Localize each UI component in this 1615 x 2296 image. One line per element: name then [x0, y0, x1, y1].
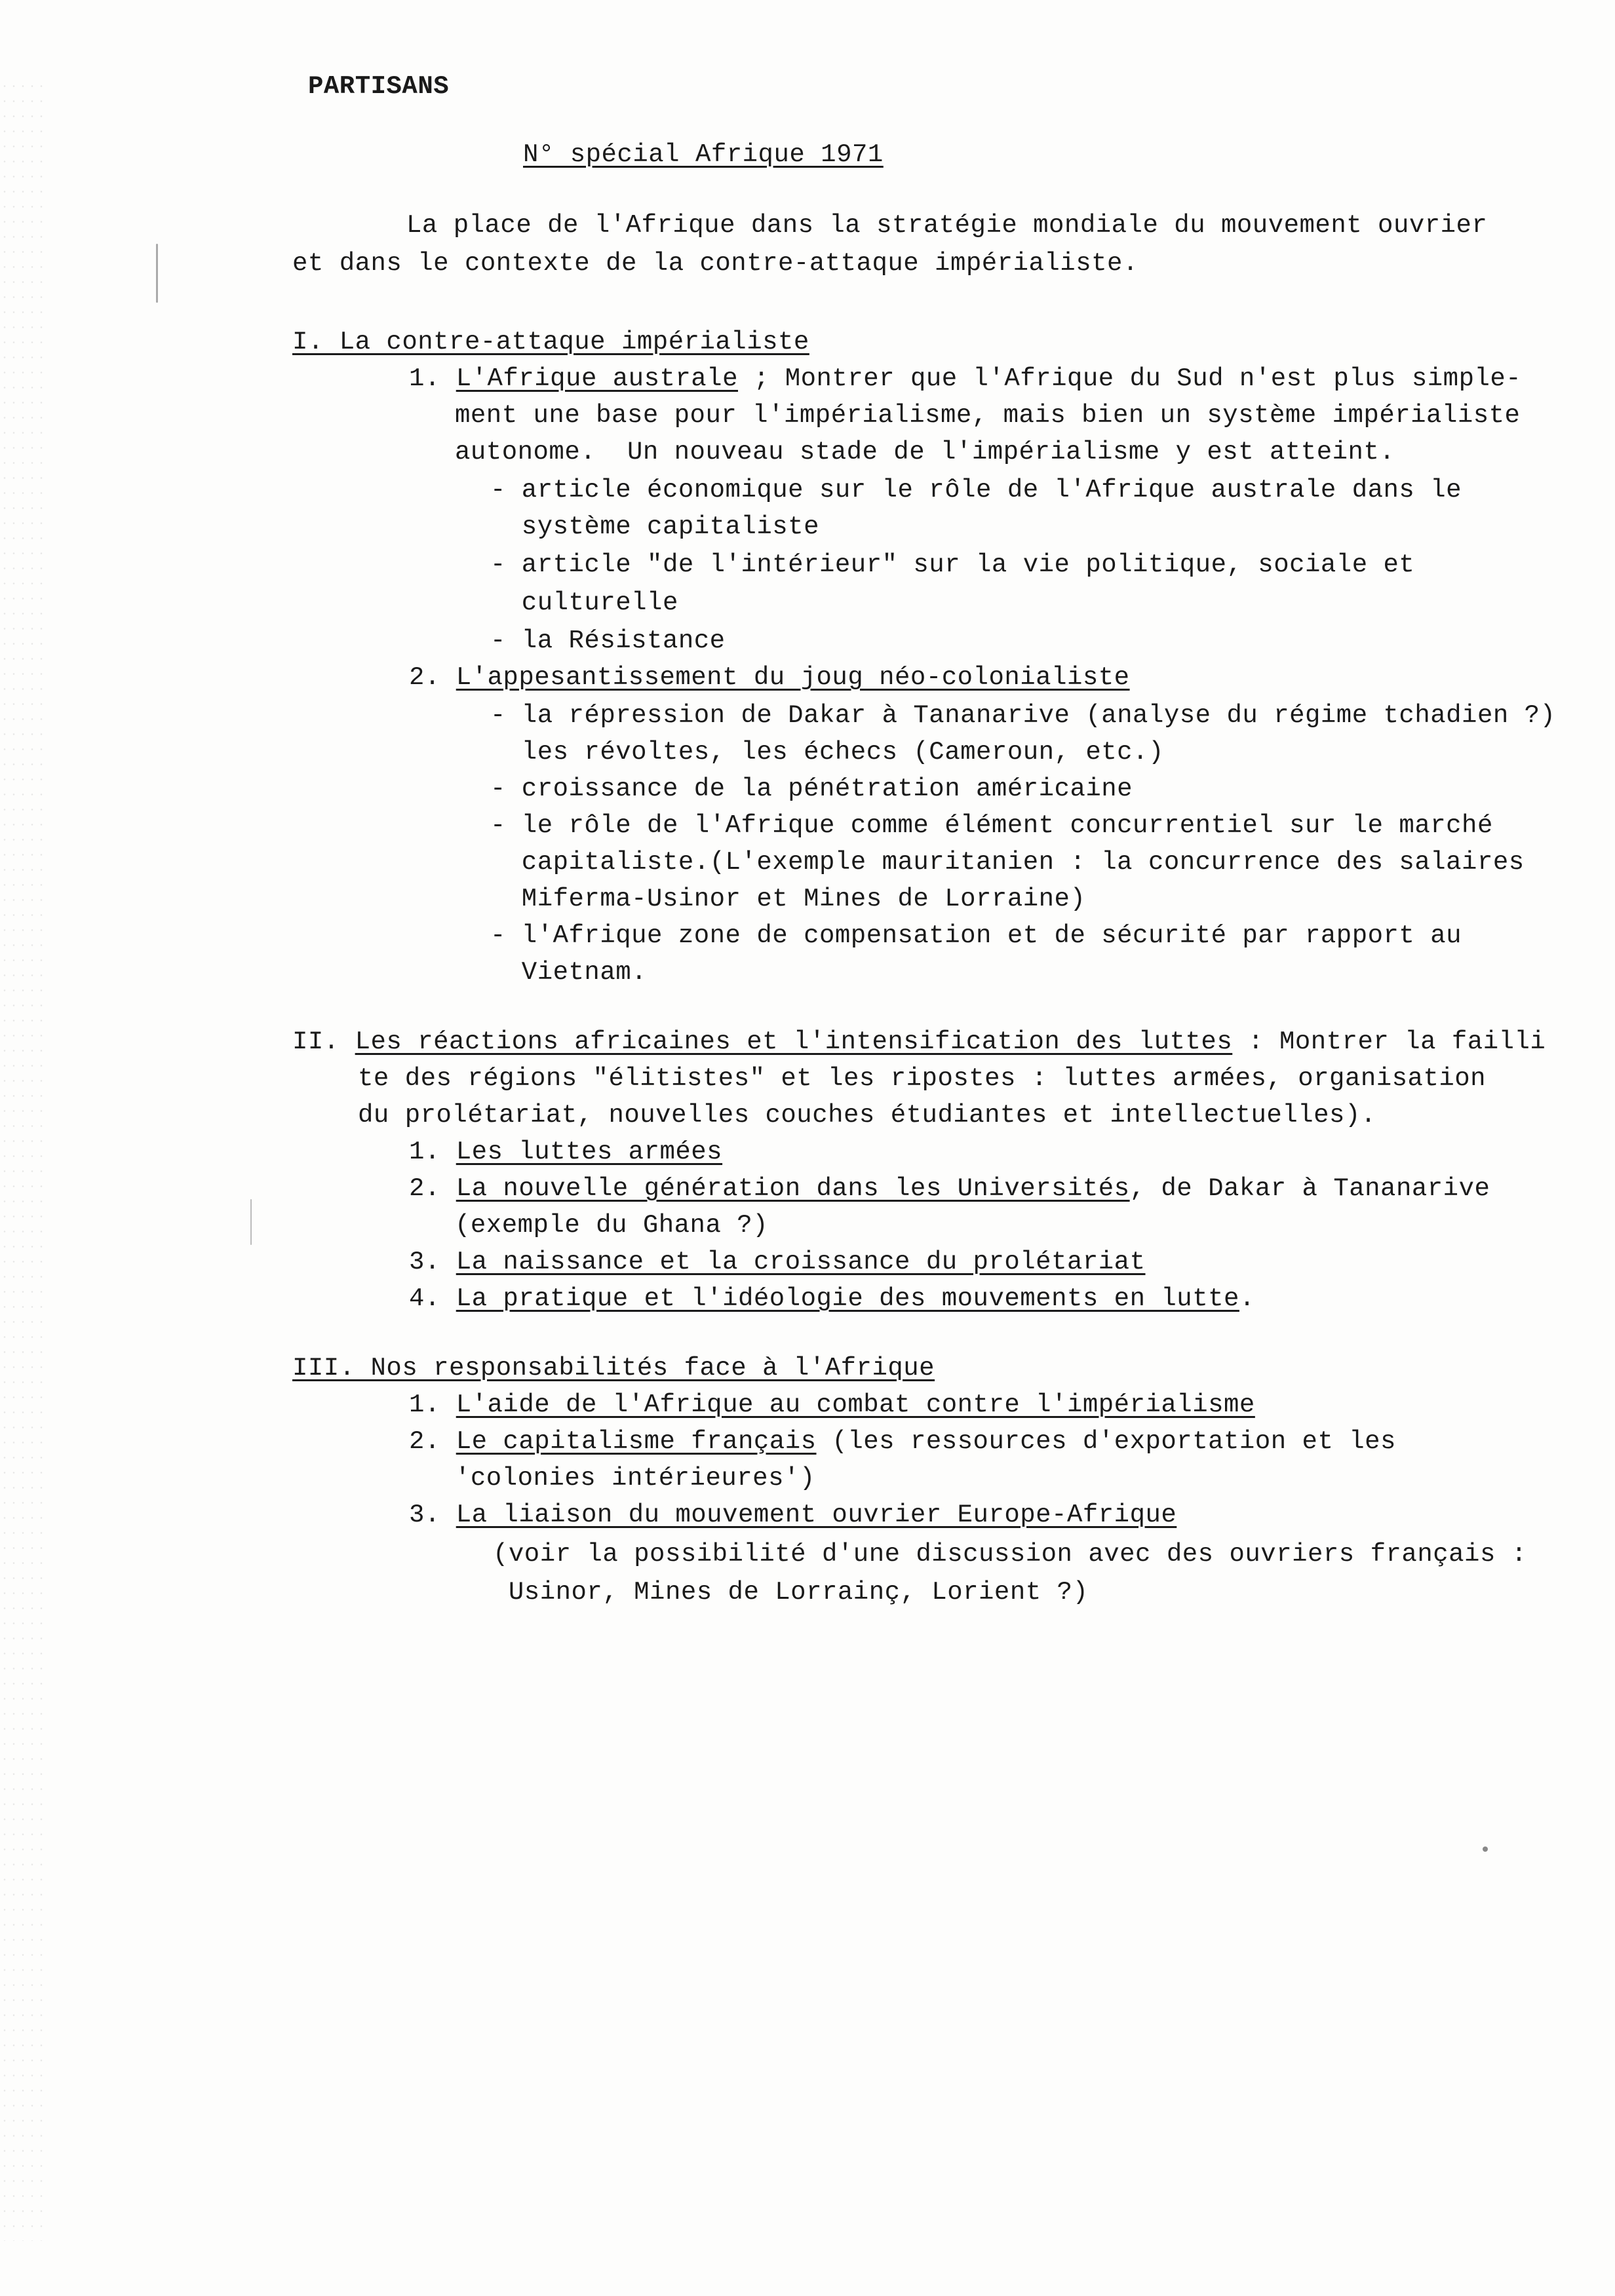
item-number: 2.: [409, 663, 440, 692]
section-3-title: III. Nos responsabilités face à l'Afrique: [292, 1354, 935, 1383]
bullet-line: - l'Afrique zone de compensation et de sécurité par rapport au: [490, 921, 1462, 950]
section-2-item-2-line-2: (exemple du Ghana ?): [455, 1211, 769, 1240]
bullet-line: Vietnam.: [490, 958, 648, 987]
bullet-line: - le rôle de l'Afrique comme élément concurrentiel sur le marché: [490, 811, 1493, 840]
item-number: 2.: [409, 1427, 440, 1456]
section-2-title: [292, 1024, 1546, 1060]
section-3-item-3-line-2: (voir la possibilité d'une discussion avec des ouvriers français :: [493, 1540, 1527, 1569]
section-1-item-1: [409, 360, 1521, 397]
section-1-title: I. La contre-attaque impérialiste: [292, 328, 809, 356]
section-2-item-2: [409, 1170, 1490, 1207]
section-2-line-3: du prolétariat, nouvelles couches étudiantes et intellectuelles).: [358, 1101, 1376, 1130]
bullet-line: Miferma-Usinor et Mines de Lorraine): [490, 885, 1086, 913]
item-number: 4.: [409, 1284, 440, 1313]
bullet-line: capitaliste.(L'exemple mauritanien : la concurrence des salaires: [490, 848, 1525, 877]
bullet-line: les révoltes, les échecs (Cameroun, etc.): [490, 738, 1164, 767]
bullet-line: système capitaliste: [490, 512, 819, 541]
section-3-item-3-line-3: Usinor, Mines de Lorrainç, Lorient ?): [493, 1578, 1089, 1607]
item-title: Les luttes armées: [456, 1138, 723, 1166]
item-number: 3.: [409, 1248, 440, 1276]
section-text: : Montrer la failli: [1232, 1027, 1546, 1056]
item-number: 2.: [409, 1174, 440, 1203]
scan-mark: [156, 244, 158, 303]
section-3-item-2-line-2: 'colonies intérieures'): [455, 1464, 815, 1493]
scan-mark: [250, 1199, 252, 1245]
section-3-item-3: [409, 1497, 1177, 1533]
item-text: ; Montrer que l'Afrique du Sud n'est plus simple-: [738, 364, 1522, 393]
item-text: (les ressources d'exportation et les: [816, 1427, 1396, 1456]
intro-line-2: et dans le contexte de la contre-attaque impérialiste.: [292, 249, 1138, 278]
item-title: La naissance et la croissance du prolétariat: [456, 1248, 1146, 1276]
section-1-item-2: [409, 659, 1130, 696]
bullet-line: - la répression de Dakar à Tananarive (analyse du régime tchadien ?): [490, 701, 1556, 730]
item-text: .: [1239, 1284, 1255, 1313]
item-title: L'aide de l'Afrique au combat contre l'impérialisme: [456, 1390, 1255, 1419]
issue-title: N° spécial Afrique 1971: [523, 140, 884, 169]
item-number: 1.: [409, 1390, 440, 1419]
scan-edge-noise: [0, 79, 46, 2241]
section-2-item-3: [409, 1244, 1146, 1280]
bullet-line: - article "de l'intérieur" sur la vie politique, sociale et: [490, 550, 1415, 579]
section-2-line-2: te des régions "élitistes" et les ripostes : luttes armées, organisation: [358, 1064, 1487, 1093]
item-title: L'Afrique australe: [456, 364, 738, 393]
bullet-line: culturelle: [490, 588, 678, 617]
item-title: La pratique et l'idéologie des mouvements en lutte: [456, 1284, 1239, 1313]
section-2-item-1: [409, 1134, 722, 1170]
item-title: L'appesantissement du joug néo-colonialiste: [456, 663, 1130, 692]
scan-speck: [1483, 1846, 1488, 1852]
item-title: La liaison du mouvement ouvrier Europe-Afrique: [456, 1501, 1177, 1529]
section-number: II.: [292, 1027, 340, 1056]
section-2-item-4: [409, 1280, 1255, 1317]
item-text: , de Dakar à Tananarive: [1129, 1174, 1490, 1203]
bullet-line: - la Résistance: [490, 626, 726, 655]
section-title: Les réactions africaines et l'intensification des luttes: [355, 1027, 1233, 1056]
bullet-line: - croissance de la pénétration américaine: [490, 775, 1133, 803]
item-title: La nouvelle génération dans les Universités: [456, 1174, 1130, 1203]
organization-name: PARTISANS: [308, 72, 450, 101]
intro-line-1: La place de l'Afrique dans la stratégie mondiale du mouvement ouvrier: [406, 211, 1488, 240]
section-3-item-1: [409, 1387, 1255, 1423]
item-number: 3.: [409, 1501, 440, 1529]
item-number: 1.: [409, 364, 440, 393]
item-title: Le capitalisme français: [456, 1427, 817, 1456]
section-1-item-1-line-3: autonome. Un nouveau stade de l'impérialisme y est atteint.: [455, 438, 1395, 467]
item-number: 1.: [409, 1138, 440, 1166]
bullet-line: - article économique sur le rôle de l'Afrique australe dans le: [490, 476, 1462, 505]
section-3-item-2: [409, 1423, 1396, 1460]
section-1-item-1-line-2: ment une base pour l'impérialisme, mais bien un système impérialiste: [455, 401, 1521, 430]
